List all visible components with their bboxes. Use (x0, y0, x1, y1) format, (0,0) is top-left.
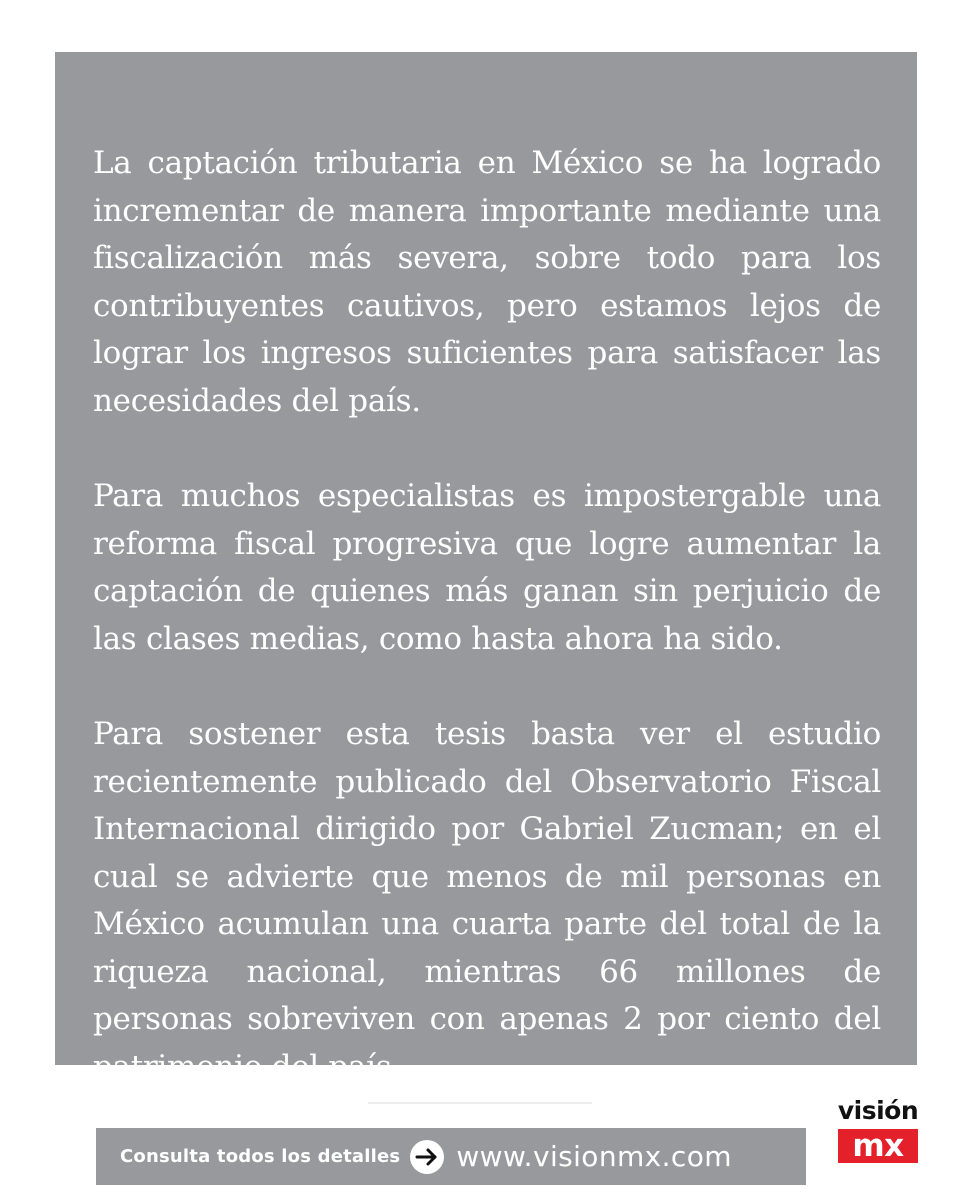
website-url-link[interactable]: www.visionmx.com (456, 1140, 732, 1173)
article-text-panel (55, 52, 917, 1085)
article-paragraph-3: Para sostener esta tesis basta ver el estudio recientemente publicado del Observatorio Fiscal Internacional dirigido por Gabriel Zucman; en el cual se advierte que menos de mil personas en México acumulan una cuarta parte del total de la riqueza nacional, mientras 66 millones de personas sobreviven con apenas 2 por ciento del patrimonio del país. (93, 716, 881, 1085)
vision-mx-logo (832, 1096, 924, 1166)
cta-label: Consulta todos los detalles (120, 1146, 401, 1167)
logo-wordmark-top: visión (837, 1096, 919, 1125)
article-paragraph-1: La captación tributaria en México se ha logrado incrementar de manera importante mediante una fiscalización más severa, sobre todo para los contribuyentes cautivos, pero estamos lejos de lograr los ingresos suficientes para satisfacer las necesidades del país. (93, 145, 881, 419)
article-paragraph-2: Para muchos especialistas es impostergable una reforma fiscal progresiva que logre aumentar la captación de quienes más ganan sin perjuicio de las clases medias, como hasta ahora ha sido. (93, 478, 881, 657)
cta-link-bar[interactable] (96, 1128, 806, 1185)
footer-divider (368, 1102, 592, 1104)
logo-wordmark-bottom: mx (838, 1129, 918, 1163)
arrow-right-icon (410, 1140, 444, 1174)
